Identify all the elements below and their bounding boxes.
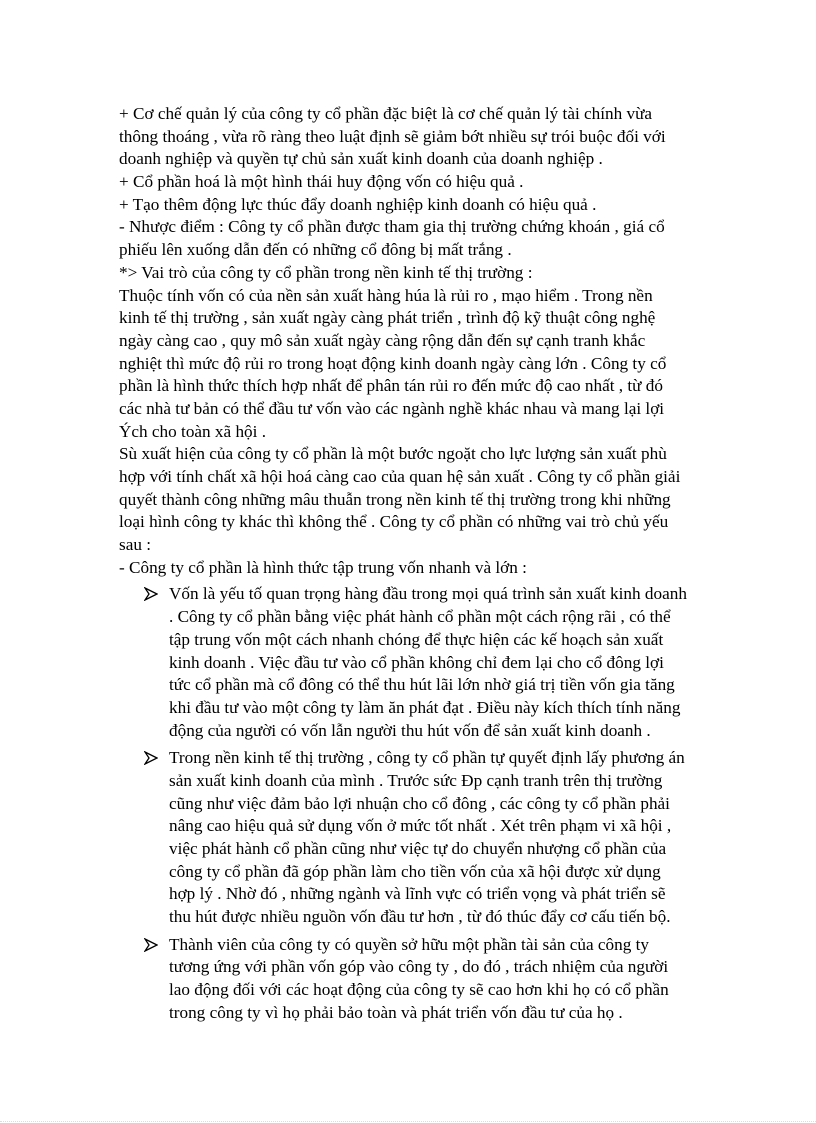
text-line: kinh tế thị trường , sản xuất ngày càng phát triển , trình độ kỹ thuật công nghệ — [119, 308, 656, 328]
text-line: lao động đối với các hoạt động của công ty sẽ cao hơn khi họ có cổ phần — [169, 980, 669, 1000]
text-line: Thành viên của công ty có quyền sở hữu một phần tài sản của công ty — [169, 934, 649, 954]
text-line: nâng cao hiệu quả sử dụng vốn ở mức tốt nhất . Xét trên phạm vi xã hội , — [169, 816, 672, 836]
text-line: Trong nền kinh tế thị trường , công ty cổ phần tự quyết định lấy phương án — [169, 748, 685, 768]
document-page — [119, 103, 741, 1025]
text-line: loại hình công ty khác thì không thể . Công ty cổ phần có những vai trò chủ yếu — [119, 512, 669, 532]
page-bottom-border — [0, 1121, 816, 1122]
text-line: động của người có vốn lẫn người thu hút vốn để sản xuất kinh doanh . — [169, 720, 651, 740]
paragraph-advantages-capital — [119, 171, 741, 194]
section-heading-role — [119, 262, 741, 285]
paragraph-advantages-management — [119, 103, 741, 171]
text-line: Sù xuất hiện của công ty cổ phần là một bước ngoặt cho lực lượng sản xuất phù — [119, 444, 667, 464]
paragraph-disadvantages — [119, 216, 741, 261]
text-line: Ých cho toàn xã hội . — [119, 421, 267, 441]
text-line: thu hút được nhiều nguồn vốn đầu tư hơn , từ đó thúc đẩy cơ cấu tiến bộ. — [169, 907, 671, 927]
text-line: + Cổ phần hoá là một hình thái huy động vốn có hiệu quả . — [119, 172, 524, 192]
paragraph-emergence — [119, 443, 741, 556]
text-line: ngày càng cao , quy mô sản xuất ngày càng rộng dẫn đến sự cạnh tranh khắc — [119, 330, 646, 350]
text-line: tập trung vốn một cách nhanh chóng để thực hiện các kế hoạch sản xuất — [169, 629, 664, 649]
text-line: kinh doanh . Việc đầu tư vào cổ phần không chỉ đem lại cho cổ đông lợi — [169, 652, 664, 672]
text-line: hợp lý . Nhờ đó , những ngành và lĩnh vực có triển vọng và phát triển sẽ — [169, 884, 666, 904]
text-line: - Công ty cổ phần là hình thức tập trung vốn nhanh và lớn : — [119, 557, 527, 577]
text-line: các nhà tư bản có thể đầu tư vốn vào các ngành nghề khác nhau và mang lại lợi — [119, 398, 665, 418]
paragraph-advantages-motivation — [119, 194, 741, 217]
text-line: tức cổ phần mà cổ đông có thể thu hút lãi lớn nhờ giá trị tiền vốn gia tăng — [169, 675, 675, 695]
text-line: phần là hình thức thích hợp nhất để phân tán rủi ro đến mức độ cao nhất , từ đó — [119, 376, 663, 396]
text-line: - Nhược điểm : Công ty cổ phần được tham gia thị trường chứng khoán , giá cổ — [119, 217, 665, 237]
text-line: . Công ty cổ phần bằng việc phát hành cổ phần một cách rộng rãi , có thể — [169, 607, 671, 627]
arrow-bullet-icon — [144, 587, 158, 601]
bullet-item-ownership — [169, 934, 741, 1025]
arrow-bullet-icon — [144, 751, 158, 765]
text-line: cũng như việc đảm bảo lợi nhuận cho cổ đông , các công ty cổ phần phải — [169, 793, 670, 813]
text-line: + Cơ chế quản lý của công ty cổ phần đặc biệt là cơ chế quản lý tài chính vừa — [119, 104, 653, 123]
bullet-item-capital — [169, 583, 741, 742]
text-line: sau : — [119, 535, 151, 555]
text-line: tương ứng với phần vốn góp vào công ty , do đó , trách nhiệm của người — [169, 957, 669, 977]
text-line: *> Vai trò của công ty cổ phần trong nền kinh tế thị trường : — [119, 262, 533, 282]
text-line: phiếu lên xuống dẫn đến có những cổ đông bị mất trắng . — [119, 240, 512, 260]
text-line: thông thoáng , vừa rõ ràng theo luật định sẽ giảm bớt nhiều sự trói buộc đối với — [119, 126, 666, 146]
text-line: khi đầu tư vào một công ty làm ăn phát đạt . Điều này kích thích tính năng — [169, 697, 681, 717]
arrow-bullet-icon — [144, 938, 158, 952]
text-line: doanh nghiệp và quyền tự chủ sản xuất kinh doanh của doanh nghiệp . — [119, 149, 603, 169]
bullet-item-market — [169, 747, 741, 929]
text-line: nghiệt thì mức độ rủi ro trong hoạt động kinh doanh ngày càng lớn . Công ty cổ — [119, 353, 667, 373]
text-line: việc phát hành cổ phần cũng như việc tự do chuyển nhượng cổ phần của — [169, 839, 667, 858]
text-line: Thuộc tính vốn có của nền sản xuất hàng húa là rủi ro , mạo hiểm . Trong nền — [119, 285, 653, 305]
text-line: sản xuất kinh doanh của mình . Trước sức Ðp cạnh tranh trên thị trường — [169, 770, 663, 790]
paragraph-risk — [119, 285, 741, 444]
text-line: quyết thành công những mâu thuẫn trong nền kinh tế thị trường trong khi những — [119, 489, 671, 509]
text-line: công ty cổ phần đã góp phần làm cho tiền vốn của xã hội được xử dụng — [169, 861, 661, 881]
text-line: + Tạo thêm động lực thúc đẩy doanh nghiệp kinh doanh có hiệu quả . — [119, 194, 597, 214]
text-line: hợp với tính chất xã hội hoá càng cao của quan hệ sản xuất . Công ty cổ phần giải — [119, 467, 681, 486]
text-line: Vốn là yếu tố quan trọng hàng đầu trong mọi quá trình sản xuất kinh doanh — [169, 584, 687, 604]
subheading-capital-concentration — [119, 557, 741, 580]
text-line: trong công ty vì họ phải bảo toàn và phát triển vốn đầu tư của họ . — [169, 1002, 623, 1022]
